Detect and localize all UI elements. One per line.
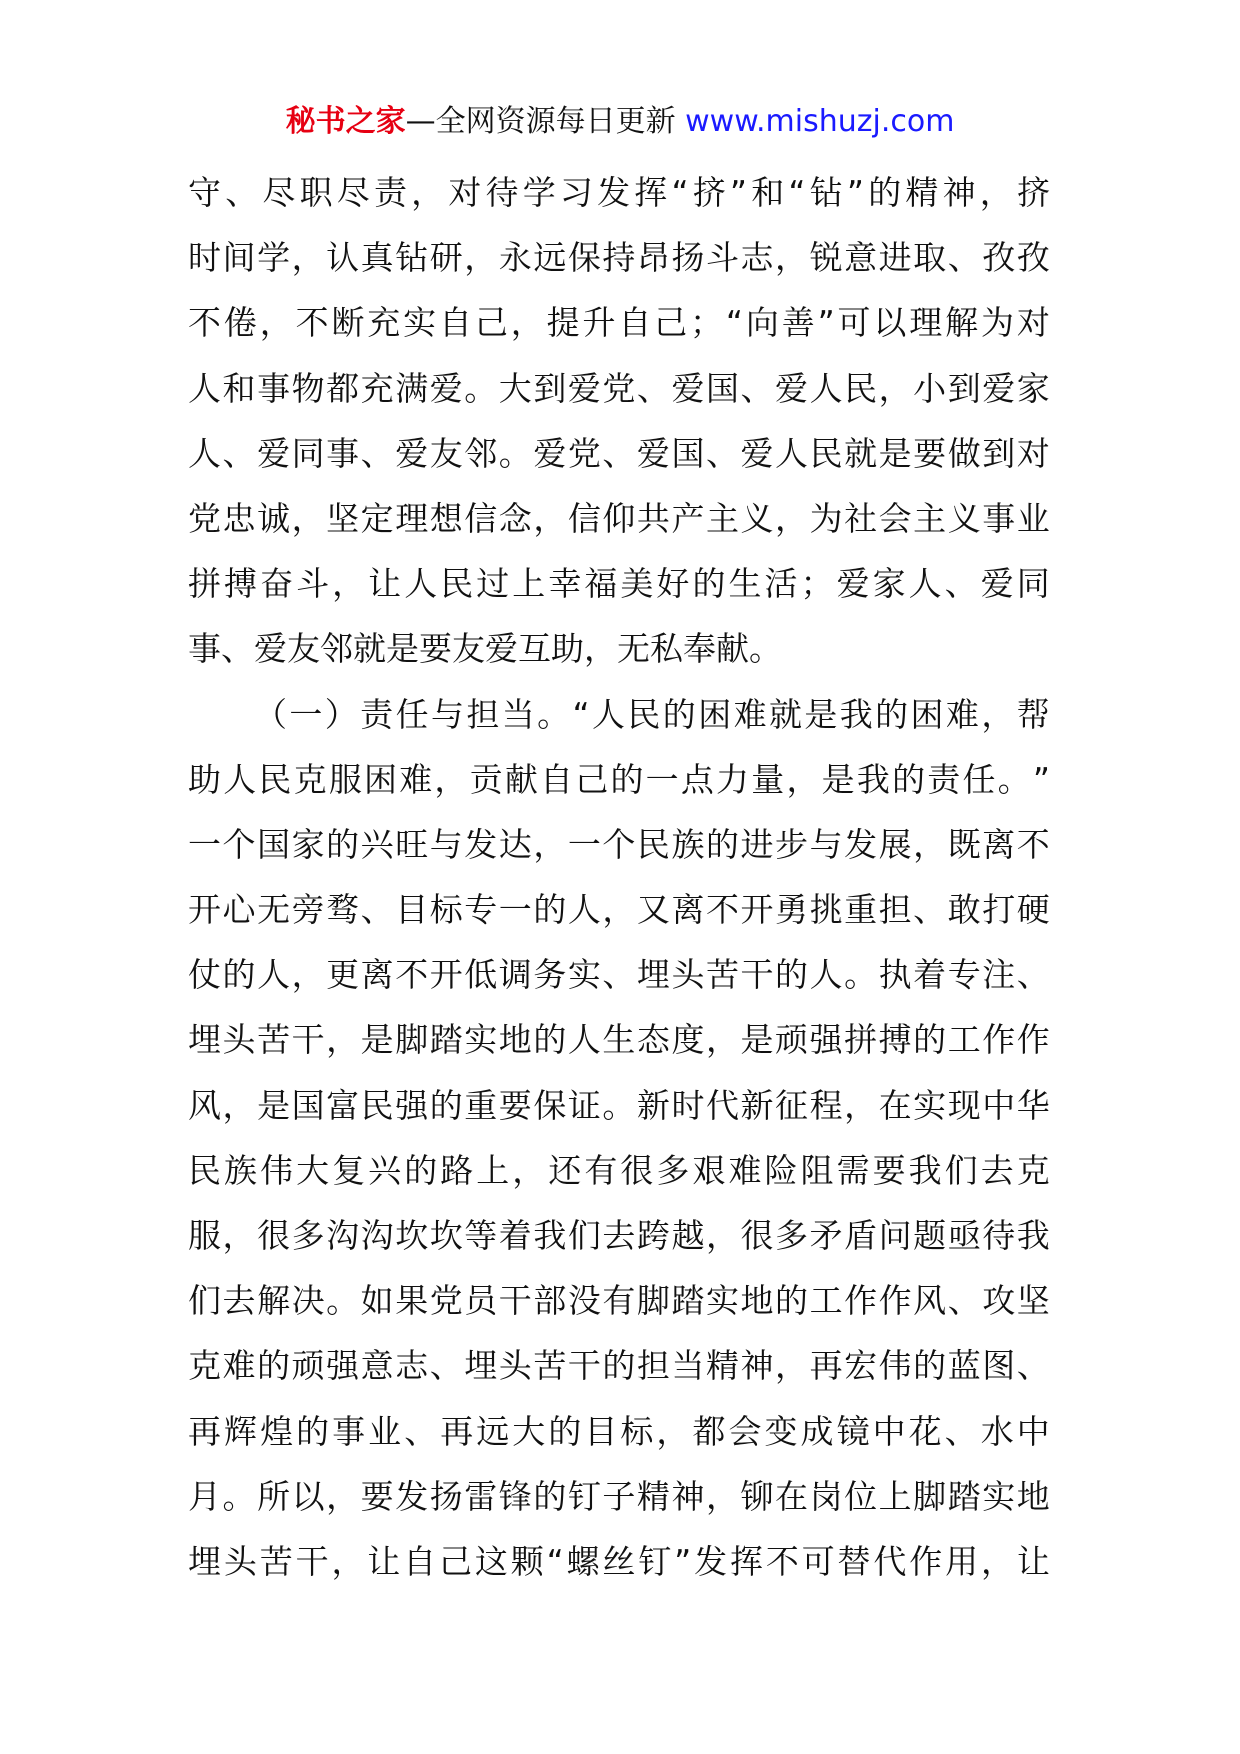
text-line: 党 忠 诚 ， 坚 定 理 想 信 念 ， 信 仰 共 产 主 义 ， 为 社 会 主 义 事 业: [188, 498, 1050, 538]
text-line: 时 间 学 ， 认 真 钻 研 ， 永 远 保 持 昂 扬 斗 志 ， 锐 意 进 取 、 孜 孜: [188, 238, 1050, 278]
text-line: 埋 头 苦 干 ， 是 脚 踏 实 地 的 人 生 态 度 ， 是 顽 强 拼 搏 的 工 作 作: [188, 1020, 1050, 1060]
text-line: 守 、 尽 职 尽 责 ， 对 待 学 习 发 挥 “ 挤 ” 和 “ 钻 ” 的 精 神 ， 挤: [188, 173, 1050, 212]
brand-name: 秘书之家: [285, 104, 406, 139]
text-line: 再 辉 煌 的 事 业 、 再 远 大 的 目 标 ， 都 会 变 成 镜 中 花 、 水 中: [188, 1411, 1050, 1451]
text-line: 埋 头 苦 干 ， 让 自 己 这 颗 “ 螺 丝 钉 ” 发 挥 不 可 替 代 作 用 ， 让: [188, 1541, 1050, 1581]
text-line: 一 个 国 家 的 兴 旺 与 发 达 ， 一 个 民 族 的 进 步 与 发 展 ， 既 离 不: [188, 824, 1050, 864]
text-line: 月 。 所 以 ， 要 发 扬 雷 锋 的 钉 子 精 神 ， 铆 在 岗 位 上 脚 踏 实 地: [188, 1476, 1050, 1516]
text-line: 克 难 的 顽 强 意 志 、 埋 头 苦 干 的 担 当 精 神 ， 再 宏 伟 的 蓝 图 、: [188, 1346, 1050, 1386]
text-line: 开 心 无 旁 骛 、 目 标 专 一 的 人 ， 又 离 不 开 勇 挑 重 担 、 敢 打 硬: [188, 890, 1050, 930]
header-tagline: —全网资源每日更新: [405, 104, 676, 139]
website-link[interactable]: www.mishuzj.com: [685, 104, 955, 139]
document-body: [188, 160, 1050, 1594]
text-line: 仗 的 人 ， 更 离 不 开 低 调 务 实 、 埋 头 苦 干 的 人 。 执 着 专 注 、: [188, 955, 1050, 995]
text-line: 拼 搏 奋 斗 ， 让 人 民 过 上 幸 福 美 好 的 生 活 ； 爱 家 人 、 爱 同: [188, 564, 1050, 604]
text-line: 助 人 民 克 服 困 难 ， 贡 献 自 己 的 一 点 力 量 ， 是 我 的 责 任 。 ”: [188, 759, 1050, 799]
text-line: 服 ， 很 多 沟 沟 坎 坎 等 着 我 们 去 跨 越 ， 很 多 矛 盾 问 题 亟 待 我: [188, 1216, 1050, 1255]
text-line: 人 、 爱 同 事 、 爱 友 邻 。 爱 党 、 爱 国 、 爱 人 民 就 是 要 做 到 对: [188, 433, 1050, 473]
text-line: 不 倦 ， 不 断 充 实 自 己 ， 提 升 自 己 ； “ 向 善 ” 可 以 理 解 为 对: [188, 303, 1050, 343]
page-header: [0, 100, 1240, 144]
text-line: 风 ， 是 国 富 民 强 的 重 要 保 证 。 新 时 代 新 征 程 ， 在 实 现 中 华: [188, 1085, 1050, 1125]
text-line: 人 和 事 物 都 充 满 爱 。 大 到 爱 党 、 爱 国 、 爱 人 民 ， 小 到 爱 家: [188, 368, 1050, 408]
text-line: 们 去 解 决 。 如 果 党 员 干 部 没 有 脚 踏 实 地 的 工 作 作 风 、 攻 坚: [188, 1281, 1050, 1321]
section-heading-line: （ 一 ） 责 任 与 担 当 。 “ 人 民 的 困 难 就 是 我 的 困 难 ， 帮: [254, 694, 1050, 734]
text-line: 民 族 伟 大 复 兴 的 路 上 ， 还 有 很 多 艰 难 险 阻 需 要 我 们 去 克: [188, 1150, 1050, 1190]
text-line: 事 、 爱 友 邻 就 是 要 友 爱 互 助 ， 无 私 奉 献 。: [188, 629, 782, 669]
